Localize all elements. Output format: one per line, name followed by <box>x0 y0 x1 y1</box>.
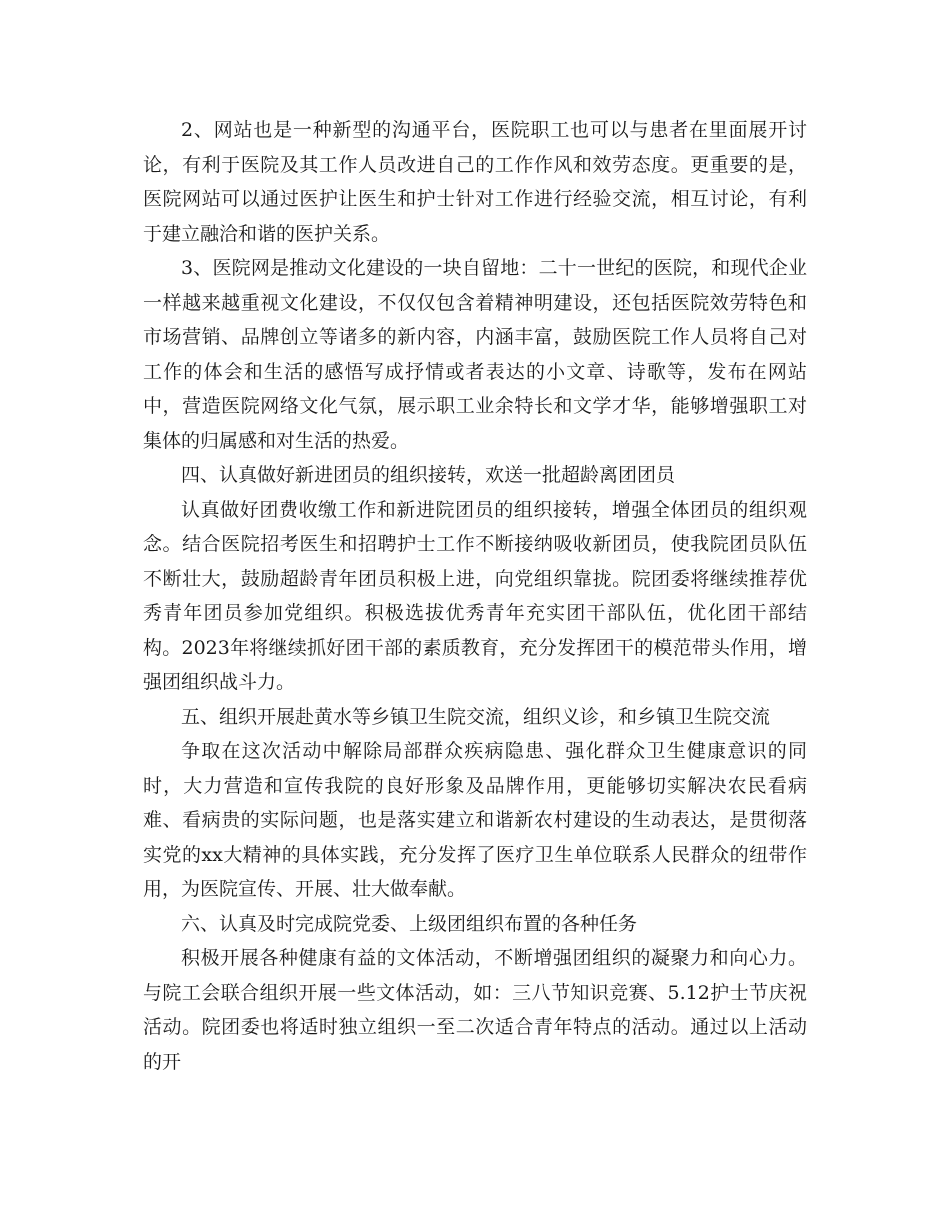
document-body <box>143 113 807 1079</box>
paragraph-culture-building: 3、医院网是推动文化建设的一块自留地：二十一世纪的医院，和现代企业一样越来越重视文化建设，不仅仅包含着精神明建设，还包括医院效劳特色和市场营销、品牌创立等诸多的新内容，内涵丰富，鼓励医院工作人员将自己对工作的体会和生活的感悟写成抒情或者表达的小文章、诗歌等，发布在网站中，营造医院网络文化气氛，展示职工业余特长和文学才华，能够增强职工对集体的归属感和对生活的热爱。 <box>143 257 807 452</box>
section-heading-four: 四、认真做好新进团员的组织接转，欢送一批超龄离团团员 <box>181 464 676 486</box>
section-heading-six: 六、认真及时完成院党委、上级团组织布置的各种任务 <box>181 912 638 935</box>
paragraph-member-transfer: 认真做好团费收缴工作和新进院团员的组织接转，增强全体团员的组织观念。结合医院招考医生和招聘护士工作不断接纳吸收新团员，使我院团员队伍不断壮大，鼓励超龄青年团员积极上进，向党组织靠拢。院团委将继续推荐优秀青年团员参加党组织。积极选拔优秀青年充实团干部队伍，优化团干部结构。2023年将继续抓好团干部的素质教育，充分发挥团干的模范带头作用，增强团组织战斗力。 <box>143 498 807 693</box>
paragraph-website-communication: 2、网站也是一种新型的沟通平台，医院职工也可以与患者在里面展开讨论，有利于医院及其工作人员改进自己的工作作风和效劳态度。更重要的是，医院网站可以通过医护让医生和护士针对工作进行经验交流，相互讨论，有利于建立融洽和谐的医护关系。 <box>143 119 807 245</box>
section-heading-five: 五、组织开展赴黄水等乡镇卫生院交流，组织义诊，和乡镇卫生院交流 <box>181 705 771 728</box>
paragraph-cultural-activities: 积极开展各种健康有益的文体活动，不断增强团组织的凝聚力和向心力。与院工会联合组织开展一些文体活动，如：三八节知识竞赛、5.12护士节庆祝活动。院团委也将适时独立组织一至二次适合青年特点的活动。通过以上活动的开 <box>143 947 807 1073</box>
paragraph-rural-exchange: 争取在这次活动中解除局部群众疾病隐患、强化群众卫生健康意识的同时，大力营造和宣传我院的良好形象及品牌作用，更能够切实解决农民看病难、看病贵的实际问题，也是落实建立和谐新农村建设的生动表达，是贯彻落实党的xx大精神的具体实践，充分发挥了医疗卫生单位联系人民群众的纽带作用，为医院宣传、开展、壮大做奉献。 <box>143 740 807 900</box>
